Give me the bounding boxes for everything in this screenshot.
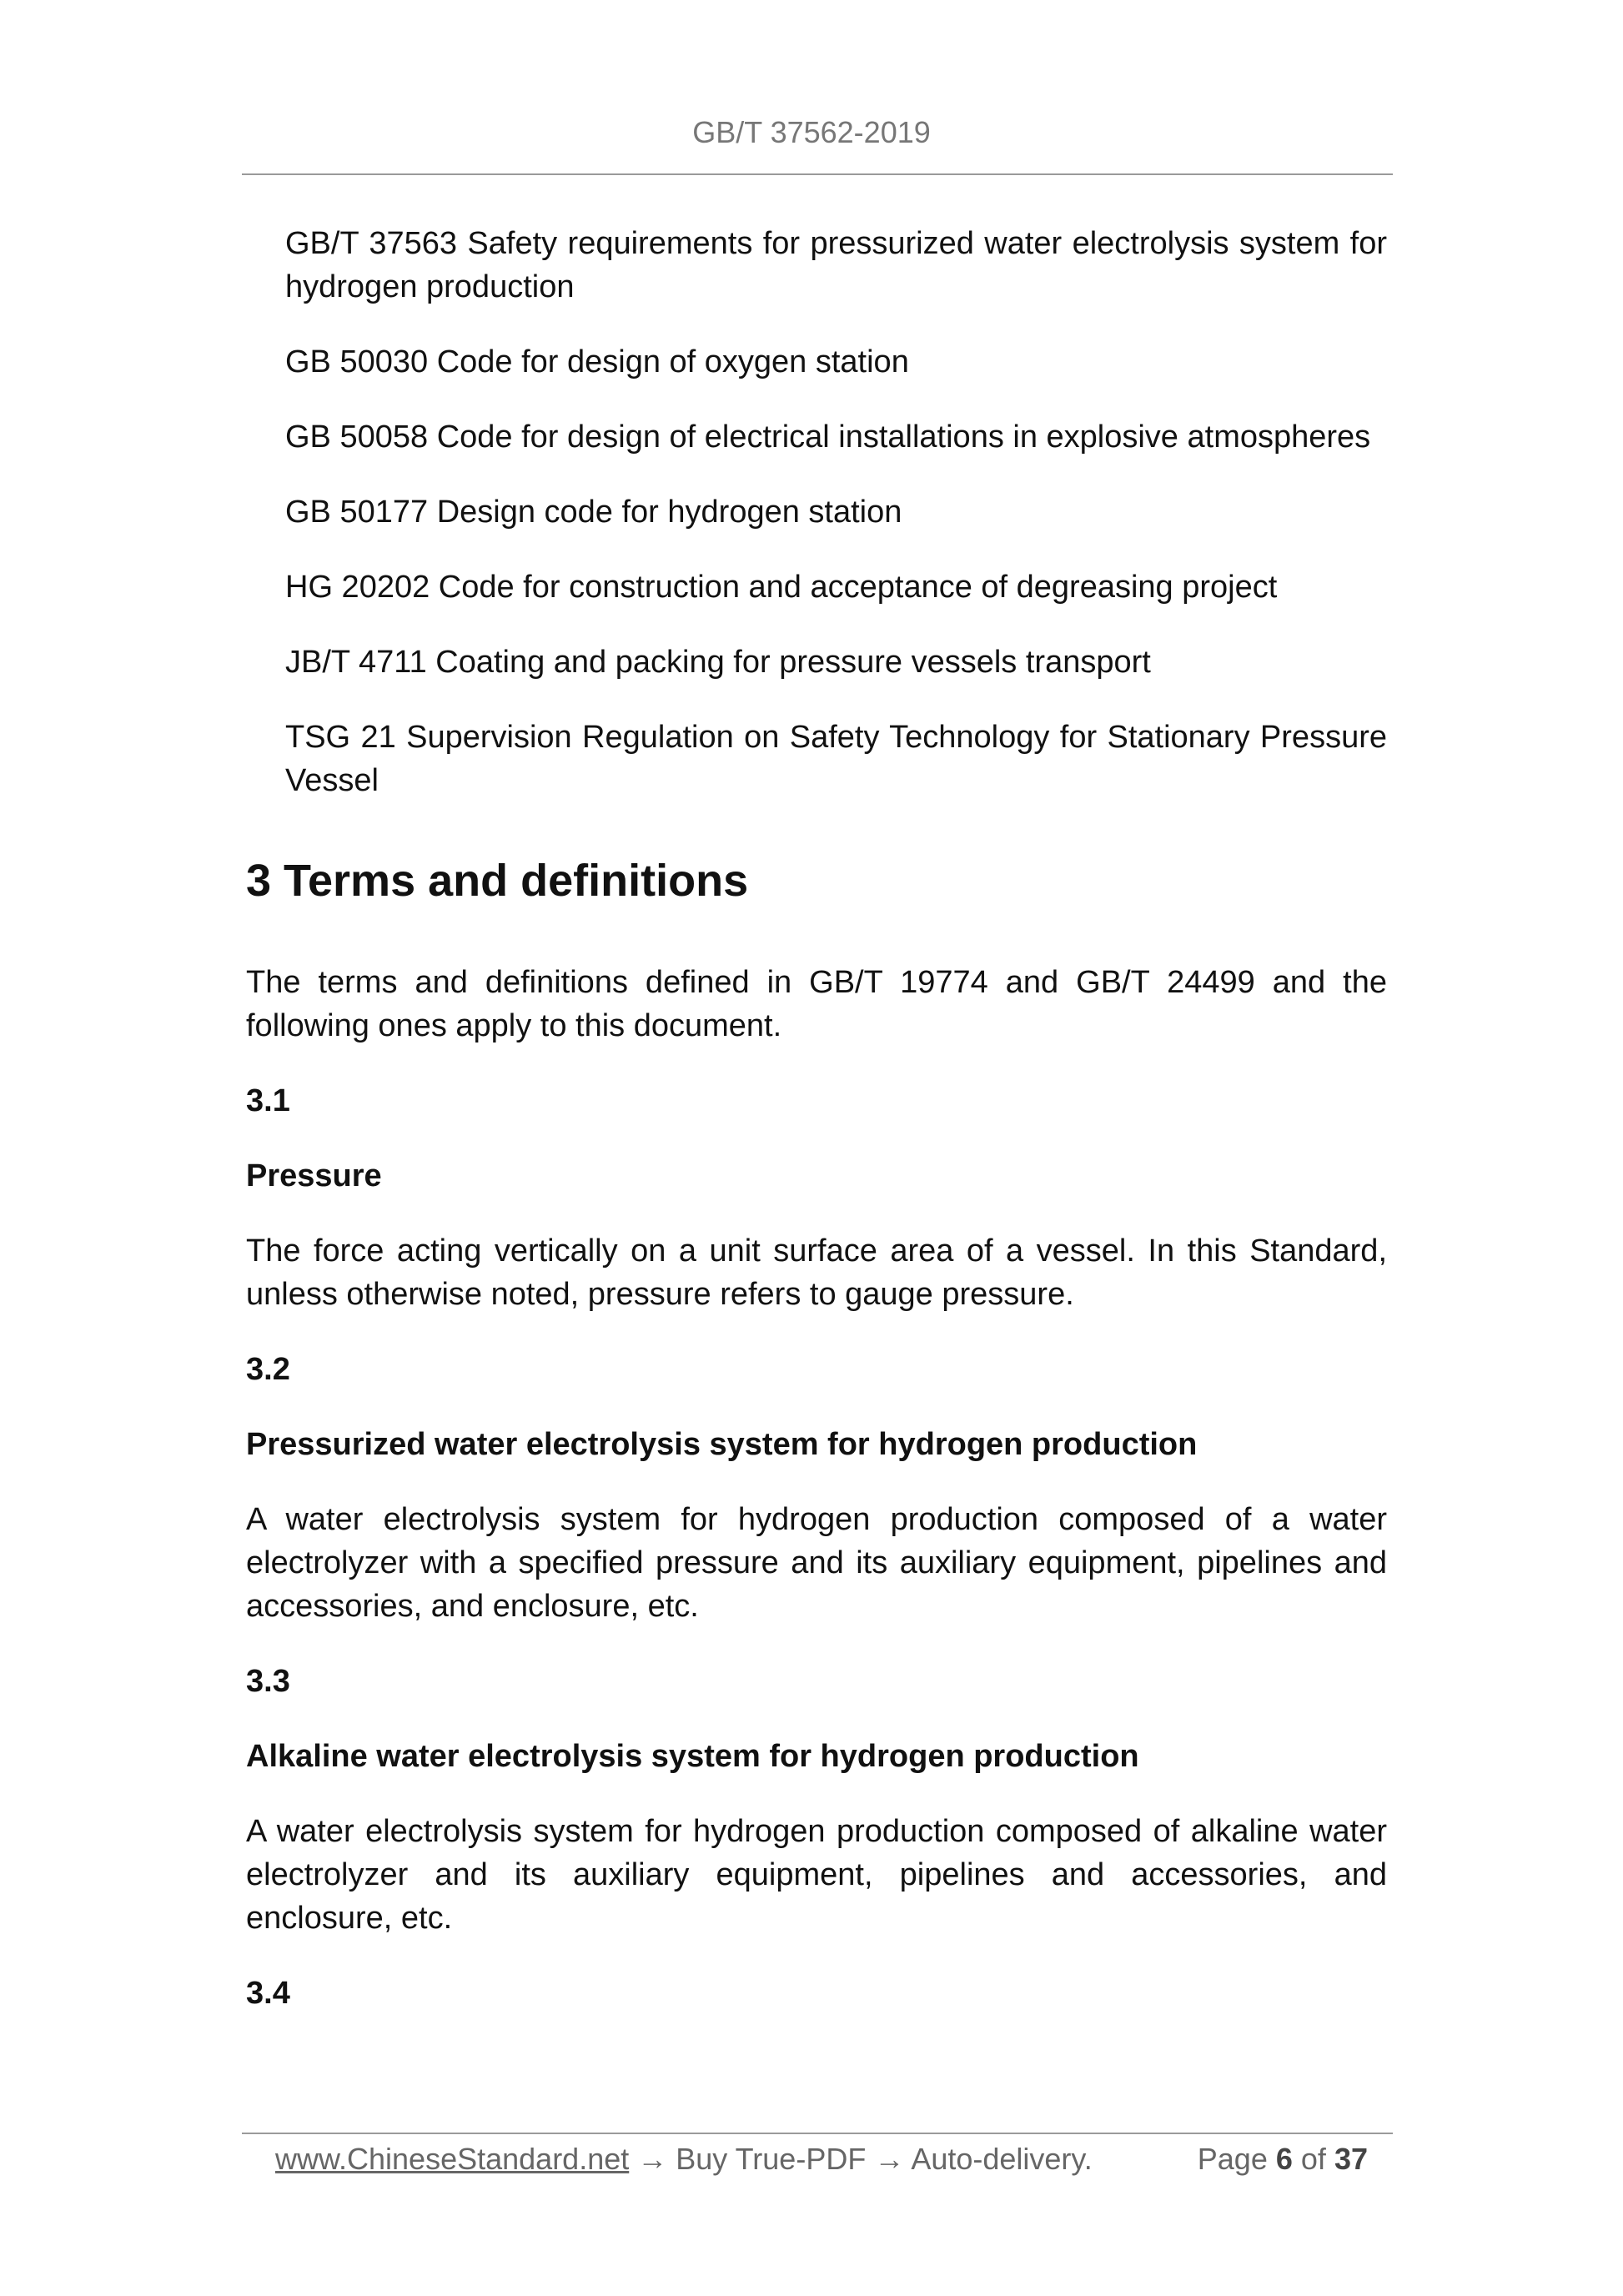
clause-number: 3.4	[246, 1976, 290, 2011]
normative-references-list	[246, 222, 1387, 802]
reference-item: TSG 21 Supervision Regulation on Safety Technology for Stationary Pressure Vessel	[285, 720, 1387, 798]
header-rule	[242, 173, 1393, 175]
page-current: 6	[1275, 2142, 1293, 2176]
term-heading: Pressurized water electrolysis system for hydrogen production	[246, 1427, 1198, 1462]
footer-tagline: → Buy True-PDF → Auto-delivery.	[629, 2142, 1093, 2176]
reference-item: GB 50030 Code for design of oxygen station	[285, 344, 909, 379]
reference-item: JB/T 4711 Coating and packing for pressure vessels transport	[285, 645, 1151, 680]
term-heading: Alkaline water electrolysis system for hydrogen production	[246, 1739, 1139, 1774]
site-link[interactable]: www.ChineseStandard.net	[275, 2142, 630, 2176]
reference-item: GB/T 37563 Safety requirements for pressurized water electrolysis system for hydrogen production	[285, 226, 1387, 304]
reference-item: HG 20202 Code for construction and acceptance of degreasing project	[285, 570, 1278, 605]
reference-item: GB 50177 Design code for hydrogen station	[285, 495, 902, 530]
clause-number: 3.1	[246, 1083, 290, 1118]
reference-item: GB 50058 Code for design of electrical installations in explosive atmospheres	[285, 420, 1371, 455]
clause-number: 3.2	[246, 1352, 290, 1387]
term-definition: A water electrolysis system for hydrogen production composed of alkaline water electrolyzer and its auxiliary equipment, pipelines and accessories, and enclosure, etc.	[246, 1814, 1387, 1936]
page-body	[246, 222, 1387, 2047]
page-total: 37	[1334, 2142, 1368, 2176]
term-heading: Pressure	[246, 1158, 382, 1193]
term-definition: The force acting vertically on a unit surface area of a vessel. In this Standard, unless otherwise noted, pressure refers to gauge pressure.	[246, 1233, 1387, 1312]
page-indicator	[1198, 2133, 1368, 2186]
of-label: of	[1300, 2142, 1326, 2176]
clause-number: 3.3	[246, 1664, 290, 1699]
page-label: Page	[1197, 2142, 1268, 2176]
section-intro: The terms and definitions defined in GB/T 19774 and GB/T 24499 and the following ones apply to this document.	[246, 965, 1387, 1043]
section-title: 3 Terms and definitions	[246, 856, 749, 906]
running-header: GB/T 37562-2019	[692, 115, 931, 149]
page-footer	[275, 2133, 1368, 2186]
term-definition: A water electrolysis system for hydrogen production composed of a water electrolyzer with a specified pressure and its auxiliary equipment, pipelines and accessories, and enclosure, etc.	[246, 1502, 1387, 1624]
